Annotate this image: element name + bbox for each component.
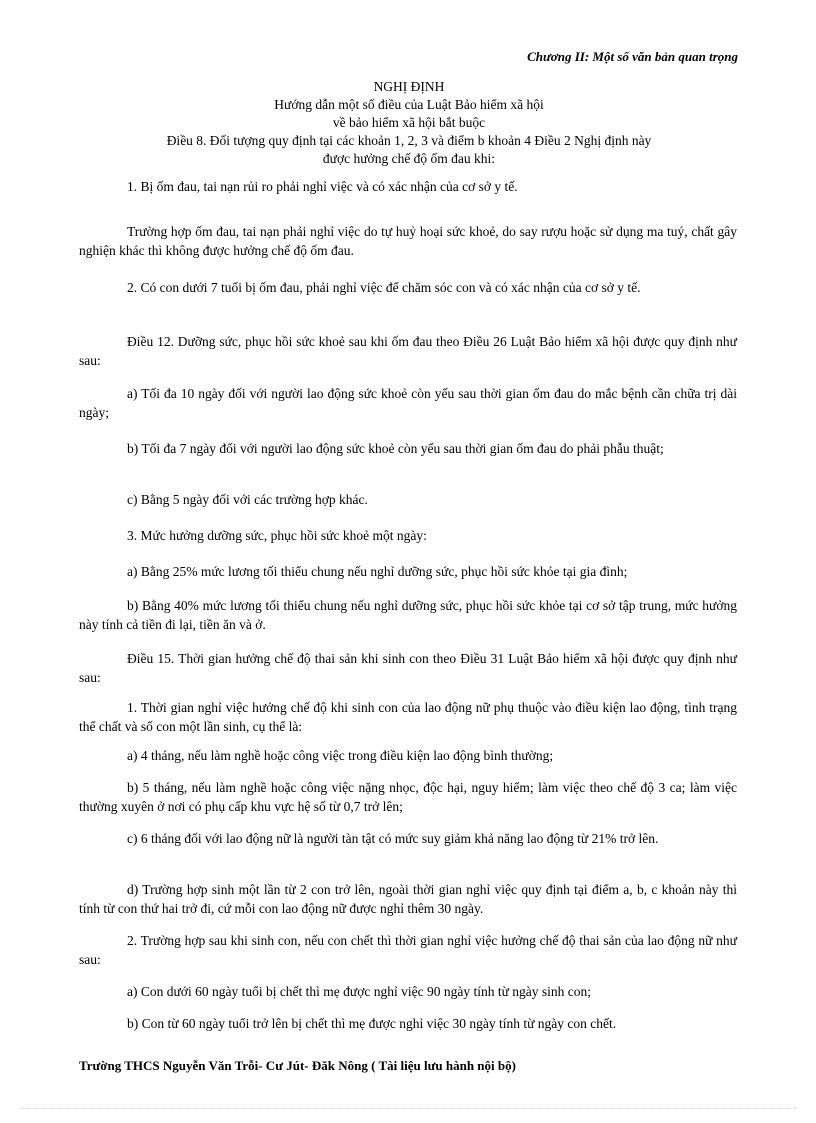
paragraph: a) Con dưới 60 ngày tuổi bị chết thì mẹ được nghỉ việc 90 ngày tính từ ngày sinh con; — [127, 984, 592, 999]
paragraph: Trường hợp ốm đau, tai nạn phải nghỉ việc do tự huỷ hoại sức khoẻ, do say rượu hoặc sử dụng ma tuý, chất gây nghiện khác thì không được hưởng chế độ ốm đau. — [79, 224, 737, 258]
paragraph: b) Con từ 60 ngày tuổi trở lên bị chết thì mẹ được nghỉ việc 30 ngày tính từ ngày con chết. — [127, 1016, 617, 1031]
chapter-header: Chương II: Một số văn bản quan trọng — [527, 49, 738, 64]
school-footer: Trường THCS Nguyễn Văn Trỗi- Cư Jút- Đăk Nông ( Tài liệu lưu hành nội bộ) — [79, 1058, 516, 1073]
paragraph: 2. Trường hợp sau khi sinh con, nếu con chết thì thời gian nghỉ việc hưởng chế độ thai sản của lao động nữ như sau: — [79, 933, 737, 967]
paragraph: Điều 15. Thời gian hưởng chế độ thai sản khi sinh con theo Điều 31 Luật Bảo hiểm xã hội được quy định như sau: — [79, 651, 737, 685]
paragraph: Điều 12. Dưỡng sức, phục hồi sức khoẻ sau khi ốm đau theo Điều 26 Luật Bảo hiểm xã hội được quy định như sau: — [79, 334, 737, 368]
paragraph: d) Trường hợp sinh một lần từ 2 con trở lên, ngoài thời gian nghỉ việc quy định tại điểm a, b, c khoản này thì tính từ con thứ hai trở đi, cứ mỗi con lao động nữ được nghỉ thêm 30 ngày. — [79, 882, 737, 916]
paragraph: 2. Có con dưới 7 tuổi bị ốm đau, phải nghỉ việc để chăm sóc con và có xác nhận của cơ sở y tế. — [127, 280, 641, 295]
paragraph: c) 6 tháng đối với lao động nữ là người tàn tật có mức suy giảm khả năng lao động từ 21% trở lên. — [127, 831, 659, 846]
paragraph: b) 5 tháng, nếu làm nghề hoặc công việc nặng nhọc, độc hại, nguy hiểm; làm việc theo chế độ 3 ca; làm việc thường xuyên ở nơi có phụ cấp khu vực hệ số từ 0,7 trở lên; — [79, 780, 737, 814]
title-line-4: được hưởng chế độ ốm đau khi: — [322, 151, 496, 166]
decree-heading: NGHỊ ĐỊNH — [373, 79, 445, 94]
paragraph: 1. Thời gian nghỉ việc hưởng chế độ khi sinh con của lao động nữ phụ thuộc vào điều kiện lao động, tình trạng thể chất và số con một lần sinh, cụ thể là: — [79, 700, 737, 734]
paragraph: a) Bằng 25% mức lương tối thiểu chung nếu nghỉ dưỡng sức, phục hồi sức khỏe tại gia đình; — [127, 564, 628, 579]
paragraph: c) Bằng 5 ngày đối với các trường hợp khác. — [127, 492, 368, 507]
title-line-2: về bảo hiểm xã hội bắt buộc — [332, 115, 486, 130]
title-line-1: Hướng dẫn một số điều của Luật Bảo hiểm xã hội — [274, 97, 544, 112]
page-bottom-divider — [20, 1108, 796, 1109]
decree-title-block — [79, 78, 739, 168]
paragraph: a) 4 tháng, nếu làm nghề hoặc công việc trong điều kiện lao động bình thường; — [127, 748, 554, 763]
paragraph: 3. Mức hưởng dưỡng sức, phục hồi sức khoẻ một ngày: — [127, 528, 427, 543]
title-line-3: Điều 8. Đối tượng quy định tại các khoản 1, 2, 3 và điểm b khoản 4 Điều 2 Nghị định này — [166, 133, 652, 148]
paragraph: a) Tối đa 10 ngày đối với người lao động sức khoẻ còn yếu sau thời gian ốm đau do mắc bệnh cần chữa trị dài ngày; — [79, 386, 737, 420]
paragraph: b) Bằng 40% mức lương tối thiểu chung nếu nghỉ dưỡng sức, phục hồi sức khỏe tại cơ sở tập trung, mức hưởng này tính cả tiền đi lại, tiền ăn và ở. — [79, 598, 737, 632]
paragraph: b) Tối đa 7 ngày đối với người lao động sức khoẻ còn yếu sau thời gian ốm đau do phải phẫu thuật; — [127, 441, 664, 456]
paragraph: 1. Bị ốm đau, tai nạn rủi ro phải nghỉ việc và có xác nhận của cơ sở y tế. — [127, 179, 518, 194]
